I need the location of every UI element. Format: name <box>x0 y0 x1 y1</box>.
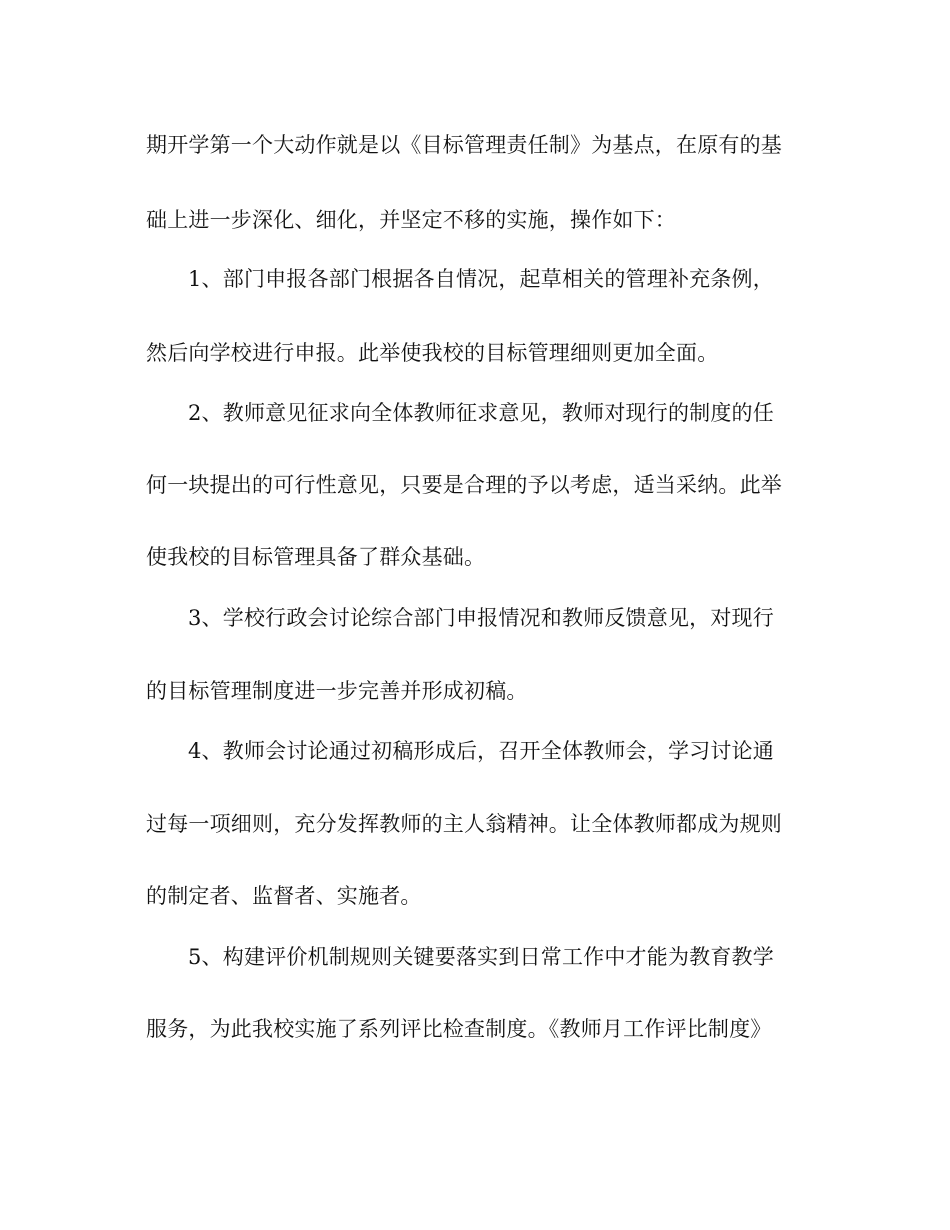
text-line: 的制定者、监督者、实施者。 <box>146 884 422 908</box>
text-line: 的目标管理制度进一步完善并形成初稿。 <box>146 679 528 703</box>
text-line: 期开学第一个大动作就是以《目标管理责任制》为基点，在原有的基 <box>146 133 782 157</box>
text-line: 然后向学校进行申报。此举使我校的目标管理细则更加全面。 <box>146 341 719 365</box>
list-item-4: 4、教师会讨论通过初稿形成后，召开全体教师会，学习讨论通 <box>188 739 774 763</box>
text-line: 础上进一步深化、细化，并坚定不移的实施，操作如下： <box>146 208 676 232</box>
text-line: 服务，为此我校实施了系列评比检查制度。《教师月工作评比制度》 <box>146 1017 772 1041</box>
text-line: 使我校的目标管理具备了群众基础。 <box>146 545 486 569</box>
list-item-2: 2、教师意见征求向全体教师征求意见，教师对现行的制度的任 <box>188 401 774 425</box>
list-item-3: 3、学校行政会讨论综合部门申报情况和教师反馈意见，对现行 <box>188 606 774 630</box>
list-item-5: 5、构建评价机制规则关键要落实到日常工作中才能为教育教学 <box>188 945 774 969</box>
text-line: 过每一项细则，充分发挥教师的主人翁精神。让全体教师都成为规则 <box>146 812 782 836</box>
list-item-1: 1、部门申报各部门根据各自情况，起草相关的管理补充条例， <box>188 267 774 291</box>
text-line: 何一块提出的可行性意见，只要是合理的予以考虑，适当采纳。此举 <box>146 473 782 497</box>
